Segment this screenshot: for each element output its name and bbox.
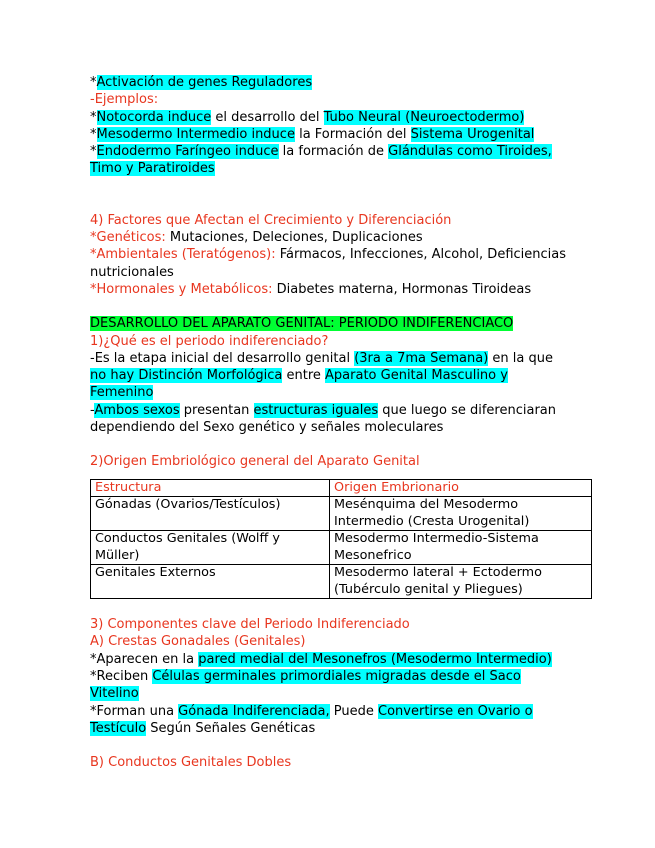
label: *Hormonales y Metabólicos:: [90, 281, 273, 297]
highlight: Glándulas como Tiroides,: [388, 144, 552, 160]
highlight: Células germinales primordiales migradas desde el Saco: [152, 669, 521, 685]
text: presentan: [179, 402, 254, 418]
highlight: Sistema Urogenital: [410, 126, 535, 142]
table-row: [91, 531, 592, 565]
line-hormonales: [90, 281, 590, 298]
highlight: Activación de genes Reguladores: [96, 75, 313, 90]
table-header-cell: Origen Embrionario: [330, 479, 592, 497]
highlight: Testículo: [90, 720, 147, 736]
table-cell: Conductos Genitales (Wolff y Müller): [91, 531, 330, 565]
table-cell: Genitales Externos: [91, 565, 330, 599]
line-ambientales: [90, 246, 590, 263]
spacer: [90, 436, 590, 453]
text: Puede: [329, 703, 379, 719]
table-header-cell: Estructura: [91, 479, 330, 497]
table-header-row: [91, 479, 592, 497]
spacer: [90, 737, 590, 754]
line-ambientales-cont: nutricionales: [90, 264, 174, 280]
highlight: (3ra a 7ma Semana): [354, 350, 489, 366]
text: *: [90, 109, 97, 125]
line-mesodermo: [90, 126, 590, 143]
highlight: Aparato Genital Masculino y: [325, 368, 508, 384]
text: Fármacos, Infecciones, Alcohol, Deficiencias: [275, 247, 566, 263]
label: *Genéticos:: [90, 230, 166, 246]
text: *: [90, 144, 97, 160]
highlight: pared medial del Mesonefros (Mesodermo Intermedio): [198, 651, 552, 667]
label: *Ambientales (Teratógenos):: [90, 247, 276, 263]
document-page: [90, 74, 590, 772]
table-cell: Mesénquima del Mesodermo Intermedio (Cresta Urogenital): [330, 497, 592, 531]
section-title-componentes: 3) Componentes clave del Periodo Indiferenciado: [90, 617, 410, 633]
answer-line-4: [90, 402, 590, 419]
text: la Formación del: [294, 126, 411, 142]
highlight: Mesodermo Intermedio induce: [96, 126, 295, 142]
highlight: Femenino: [90, 385, 154, 401]
line-timo: [90, 160, 590, 177]
origin-table: [90, 479, 592, 600]
line-ejemplos: -Ejemplos:: [90, 92, 159, 108]
subsection-conductos: B) Conductos Genitales Dobles: [90, 755, 292, 771]
highlight: Endodermo Faríngeo induce: [96, 144, 279, 160]
spacer: [90, 178, 590, 212]
text: que luego se diferenciaran: [378, 402, 556, 418]
spacer: [90, 599, 590, 616]
line-notocorda: [90, 109, 590, 126]
text: -: [90, 402, 95, 418]
text: *: [90, 126, 97, 142]
highlight: estructuras iguales: [253, 402, 379, 418]
table-cell: Mesodermo Intermedio-Sistema Mesonefrico: [330, 531, 592, 565]
highlight: Gónada Indiferenciada,: [178, 703, 330, 719]
text: en la que: [488, 350, 553, 366]
highlight: no hay Distinción Morfológica: [90, 368, 283, 384]
line-forman: [90, 703, 590, 720]
answer-line-1: [90, 350, 590, 367]
text: Mutaciones, Deleciones, Duplicaciones: [165, 230, 423, 246]
table-cell: Gónadas (Ovarios/Testículos): [91, 497, 330, 531]
text: *Aparecen en la: [90, 651, 199, 667]
section-heading-aparato-genital: [90, 315, 590, 332]
line-aparecen: [90, 651, 590, 668]
text: entre: [282, 368, 326, 384]
text: la formación de: [278, 144, 389, 160]
highlight: Ambos sexos: [94, 402, 180, 418]
highlight: DESARROLLO DEL APARATO GENITAL: PERIODO INDIFERENCIACO: [90, 316, 514, 332]
answer-line-3: [90, 384, 590, 401]
text: *: [90, 75, 97, 90]
table-row: [91, 565, 592, 599]
highlight: Tubo Neural (Neuroectodermo): [323, 109, 525, 125]
table-row: [91, 497, 592, 531]
section-title-origen: 2)Origen Embriológico general del Aparato Genital: [90, 454, 420, 470]
question-periodo: 1)¿Qué es el periodo indiferenciado?: [90, 333, 329, 349]
line-vitelino: [90, 685, 590, 702]
answer-line-2: [90, 367, 590, 384]
text: Según Señales Genéticas: [146, 720, 316, 736]
spacer: [90, 298, 590, 315]
text: *Reciben: [90, 669, 153, 685]
section-title-factores: 4) Factores que Afectan el Crecimiento y Diferenciación: [90, 212, 452, 228]
line-reciben: [90, 668, 590, 685]
text: -Es la etapa inicial del desarrollo genital: [90, 350, 355, 366]
highlight: Convertirse en Ovario o: [378, 703, 533, 719]
text: *Forman una: [90, 703, 179, 719]
highlight: Notocorda induce: [96, 109, 212, 125]
answer-line-5: dependiendo del Sexo genético y señales moleculares: [90, 420, 444, 436]
highlight: Vitelino: [90, 686, 139, 702]
text: Diabetes materna, Hormonas Tiroideas: [272, 281, 532, 297]
highlight: Timo y Paratiroides: [90, 161, 215, 177]
line-activacion: [90, 74, 590, 91]
text: el desarrollo del: [211, 109, 324, 125]
table-cell: Mesodermo lateral + Ectodermo (Tubérculo genital y Pliegues): [330, 565, 592, 599]
subsection-crestas: A) Crestas Gonadales (Genitales): [90, 634, 306, 650]
line-endodermo: [90, 143, 590, 160]
line-testiculo: [90, 720, 590, 737]
line-geneticos: [90, 229, 590, 246]
